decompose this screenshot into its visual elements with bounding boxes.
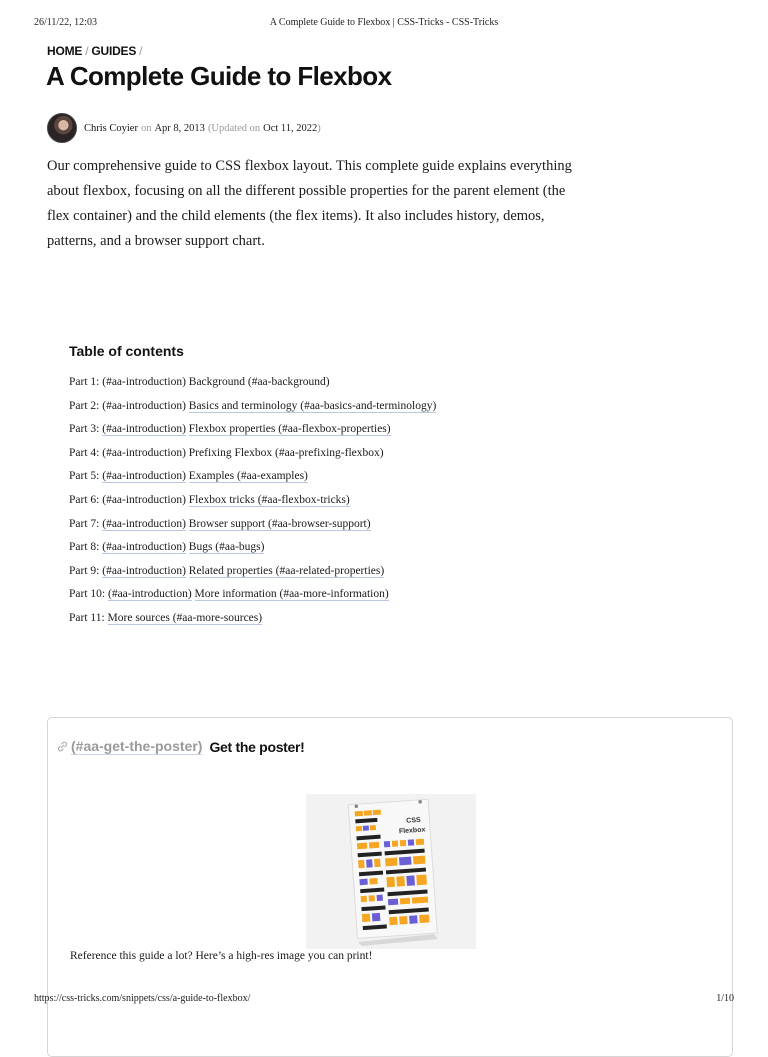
toc-heading: Table of contents xyxy=(69,343,184,359)
poster-heading-text: Get the poster! xyxy=(209,738,305,755)
toc-section-link[interactable]: Related properties (#aa-related-properties) xyxy=(188,564,385,577)
toc-section-link[interactable]: Background (#aa-background) xyxy=(188,376,330,388)
author-avatar[interactable] xyxy=(47,113,77,143)
poster-illustration xyxy=(306,794,476,949)
toc-part-prefix: Part 7: xyxy=(69,517,100,530)
toc-item xyxy=(69,584,436,608)
toc-item xyxy=(69,490,436,514)
toc-section-link[interactable]: Bugs (#aa-bugs) xyxy=(188,541,265,554)
toc-section-link[interactable]: More information (#aa-more-information) xyxy=(194,588,389,601)
toc-intro-link[interactable]: (#aa-introduction) xyxy=(107,588,192,601)
toc-item xyxy=(69,537,436,561)
poster-title-line2: Flexbox xyxy=(398,826,426,836)
poster-title-line1: CSS xyxy=(406,816,421,825)
breadcrumb-home-link[interactable]: HOME xyxy=(47,44,83,58)
updated-date: Oct 11, 2022 xyxy=(263,122,318,134)
toc-part-prefix: Part 4: xyxy=(69,446,100,459)
article-byline xyxy=(47,113,321,143)
breadcrumb xyxy=(47,44,145,58)
toc-item xyxy=(69,466,436,490)
poster-image[interactable] xyxy=(306,794,476,949)
updated-label: (Updated on xyxy=(207,122,261,134)
toc-part-prefix: Part 8: xyxy=(69,541,100,554)
toc-item xyxy=(69,443,436,467)
toc-item xyxy=(69,514,436,538)
toc-item xyxy=(69,419,436,443)
toc-section-link[interactable]: Basics and terminology (#aa-basics-and-terminology) xyxy=(188,399,437,412)
print-doc-title: A Complete Guide to Flexbox | CSS-Tricks - CSS-Tricks xyxy=(269,17,499,28)
toc-part-prefix: Part 9: xyxy=(69,564,100,577)
toc-intro-link[interactable]: (#aa-introduction) xyxy=(102,470,186,483)
print-page-number: 1/10 xyxy=(716,993,734,1004)
toc-part-prefix: Part 10: xyxy=(69,588,106,601)
page-title: A Complete Guide to Flexbox xyxy=(46,61,392,91)
updated-close-paren: ) xyxy=(317,122,321,134)
toc-part-prefix: Part 1: xyxy=(69,376,100,388)
toc-section-link[interactable]: Flexbox properties (#aa-flexbox-properties) xyxy=(188,423,391,436)
toc-item xyxy=(69,396,436,420)
toc-section-link[interactable]: Browser support (#aa-browser-support) xyxy=(188,517,371,530)
toc-part-prefix: Part 5: xyxy=(69,470,100,483)
author-name-link[interactable]: Chris Coyier xyxy=(84,122,138,134)
toc-intro-link[interactable]: (#aa-introduction) xyxy=(102,541,186,554)
toc-intro-link[interactable]: (#aa-introduction) xyxy=(102,517,186,530)
print-datetime: 26/11/22, 12:03 xyxy=(34,17,97,28)
toc-intro-link[interactable]: (#aa-introduction) xyxy=(102,564,186,577)
poster-caption: Reference this guide a lot? Here’s a high-res image you can print! xyxy=(70,950,373,962)
print-footer xyxy=(0,993,768,1007)
toc-section-link[interactable]: Examples (#aa-examples) xyxy=(188,470,308,483)
toc-part-prefix: Part 6: xyxy=(69,493,100,506)
toc-section-link[interactable]: Flexbox tricks (#aa-flexbox-tricks) xyxy=(188,493,350,506)
publish-date: Apr 8, 2013 xyxy=(154,122,205,134)
toc-item xyxy=(69,608,436,632)
toc-intro-link[interactable]: (#aa-introduction) xyxy=(102,446,186,459)
print-header xyxy=(0,17,768,31)
toc-item xyxy=(69,372,436,396)
toc-intro-link[interactable]: (#aa-introduction) xyxy=(102,376,186,388)
poster-heading xyxy=(56,738,305,755)
poster-anchor-link[interactable]: (#aa-get-the-poster) xyxy=(71,738,203,754)
article-intro: Our comprehensive guide to CSS flexbox layout. This complete guide explains everything about flexbox, focusing on all the different possible properties for the parent element (the flex container) and the child elements (the flex items). It also includes history, demos, patterns, and a browser support chart. xyxy=(47,158,572,249)
toc-item xyxy=(69,561,436,585)
toc-part-prefix: Part 11: xyxy=(69,611,105,624)
breadcrumb-guides-link[interactable]: GUIDES xyxy=(91,44,137,58)
link-icon xyxy=(56,740,69,753)
toc-part-prefix: Part 2: xyxy=(69,399,100,412)
toc-section-link[interactable]: More sources (#aa-more-sources) xyxy=(107,611,263,624)
byline-on-label: on xyxy=(140,122,152,134)
toc-list xyxy=(69,372,436,632)
toc-intro-link[interactable]: (#aa-introduction) xyxy=(102,399,186,412)
breadcrumb-separator: / xyxy=(139,44,143,58)
toc-part-prefix: Part 3: xyxy=(69,423,100,436)
toc-intro-link[interactable]: (#aa-introduction) xyxy=(102,493,186,506)
print-url: https://css-tricks.com/snippets/css/a-guide-to-flexbox/ xyxy=(34,993,251,1004)
breadcrumb-separator: / xyxy=(85,44,89,58)
toc-intro-link[interactable]: (#aa-introduction) xyxy=(102,423,186,436)
toc-section-link[interactable]: Prefixing Flexbox (#aa-prefixing-flexbox) xyxy=(188,446,384,459)
